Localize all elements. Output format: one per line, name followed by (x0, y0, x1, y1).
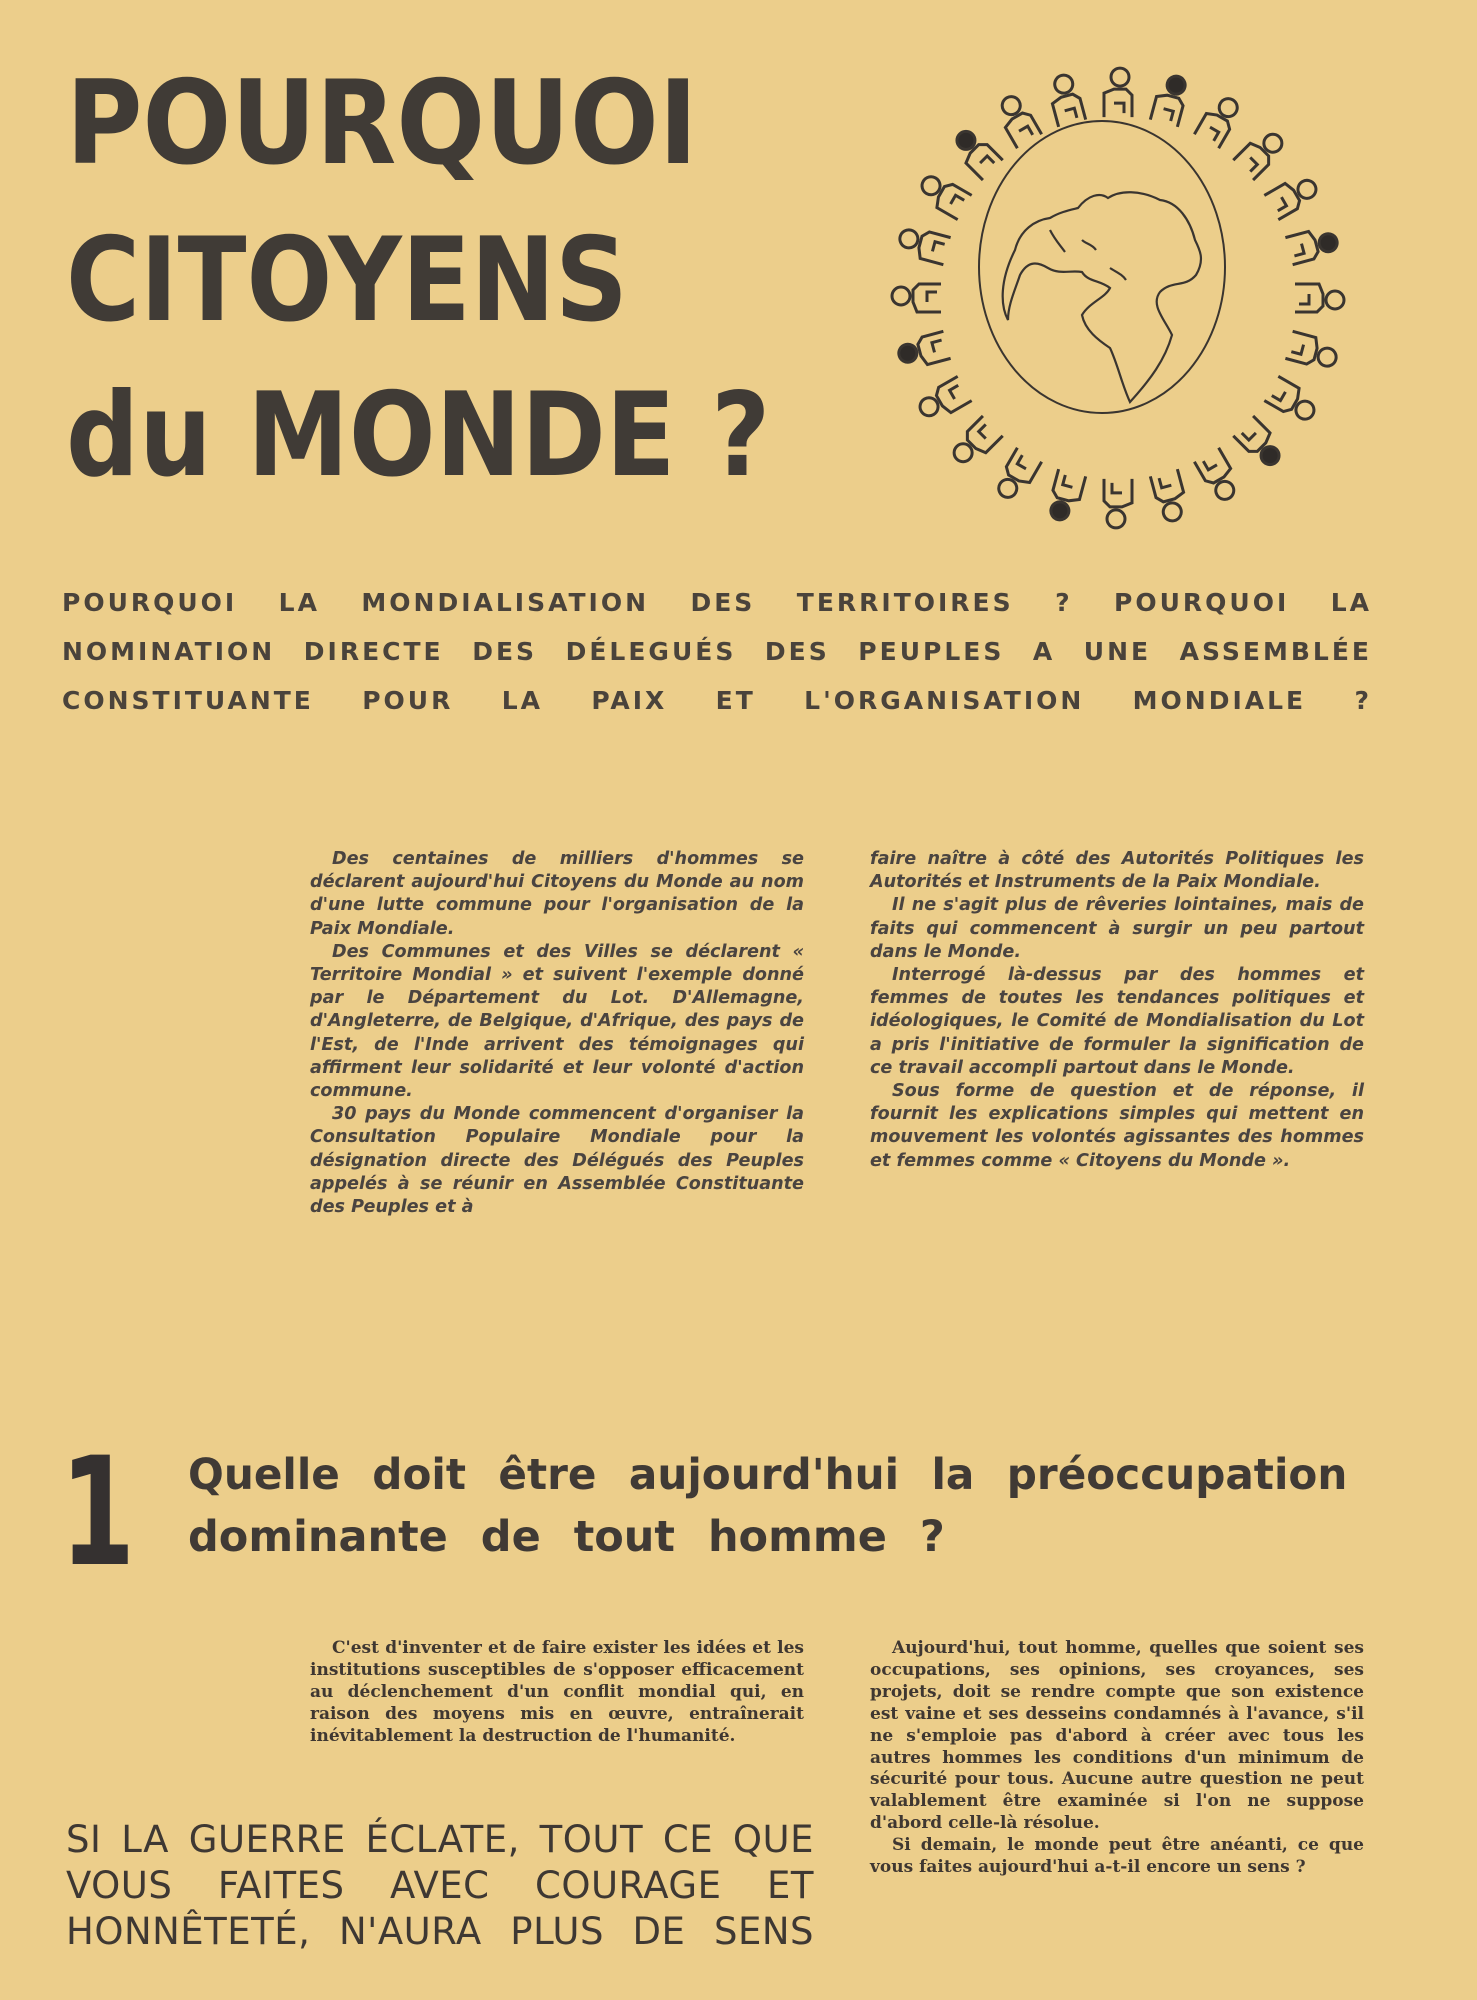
answer-paragraph: Si demain, le monde peut être anéanti, ce que vous faites aujourd'hui a-t-il encore un sens ? (870, 1835, 1364, 1878)
intro-paragraph: 30 pays du Monde commencent d'organiser la Consultation Populaire Mondiale pour la désignation directe des Délégués des Peuples appelés à se réunir en Assemblée Constituante des Peuples et à (310, 1104, 804, 1218)
title-line-1: POURQUOI (66, 56, 698, 191)
answer-paragraph: C'est d'inventer et de faire exister les idées et les institutions susceptibles de s'opposer efficacement au déclenchement d'un conflit mondial qui, en raison des moyens mis en œuvre, entraînerait inévitablement la destruction de l'humanité. (310, 1638, 804, 1746)
intro-right-column (870, 848, 1364, 1173)
question-heading-line-2: dominante de tout homme ? (188, 1512, 945, 1562)
subtitle-line-1: POURQUOI LA MONDIALISATION DES TERRITOIRES ? POURQUOI LA (62, 588, 1372, 617)
globe-surrounded-by-people-icon (860, 30, 1380, 570)
question-heading-line-1: Quelle doit être aujourd'hui la préoccupation (188, 1450, 1348, 1500)
answer-paragraph: Aujourd'hui, tout homme, quelles que soient ses occupations, ses opinions, ses croyances, ses projets, doit se rendre compte que son existence est vaine et ses desseins condamnés à l'avance, s'il ne s'emploie pas d'abord à créer avec tous les autres hommes les conditions d'un minimum de sécurité pour tous. Aucune autre question ne peut valablement être examinée si l'on ne suppose d'abord celle-là résolue. (870, 1638, 1364, 1834)
intro-paragraph: faire naître à côté des Autorités Politiques les Autorités et Instruments de la Paix Mondiale. (870, 849, 1364, 893)
intro-left-column (310, 848, 804, 1219)
intro-paragraph: Sous forme de question et de réponse, il fournit les explications simples qui mettent en mouvement les volontés agissantes des hommes et femmes comme « Citoyens du Monde ». (870, 1081, 1364, 1171)
intro-paragraph: Des Communes et des Villes se déclarent « Territoire Mondial » et suivent l'exemple donné par le Département du Lot. D'Allemagne, d'Angleterre, de Belgique, d'Afrique, des pays de l'Est, de l'Inde arrivent des témoignages qui affirment leur solidarité et leur volonté d'action commune. (310, 941, 804, 1102)
question-number: 1 (60, 1426, 136, 1600)
intro-paragraph: Il ne s'agit plus de rêveries lointaines, mais de faits qui commencent à surgir un peu partout dans le Monde. (870, 895, 1364, 962)
answer-right-column (870, 1638, 1364, 1879)
title-line-3: du MONDE ? (66, 368, 771, 503)
answer-left-column (310, 1638, 804, 1748)
callout-line-2: VOUS FAITES AVEC COURAGE ET (66, 1864, 814, 1907)
intro-paragraph: Interrogé là-dessus par des hommes et femmes de toutes les tendances politiques et idéologiques, le Comité de Mondialisation du Lot a pris l'initiative de formuler la signification de ce travail accompli partout dans le Monde. (870, 965, 1364, 1078)
title-line-2: CITOYENS (66, 213, 628, 348)
subtitle-line-3: CONSTITUANTE POUR LA PAIX ET L'ORGANISATION MONDIALE ? (62, 686, 1372, 715)
subtitle-line-2: NOMINATION DIRECTE DES DÉLEGUÉS DES PEUPLES A UNE ASSEMBLÉE (62, 637, 1372, 666)
callout-line-1: SI LA GUERRE ÉCLATE, TOUT CE QUE (66, 1818, 814, 1861)
callout-line-3: HONNÊTETÉ, N'AURA PLUS DE SENS (66, 1910, 814, 1953)
intro-paragraph: Des centaines de milliers d'hommes se déclarent aujourd'hui Citoyens du Monde au nom d'une lutte commune pour l'organisation de la Paix Mondiale. (310, 849, 804, 939)
